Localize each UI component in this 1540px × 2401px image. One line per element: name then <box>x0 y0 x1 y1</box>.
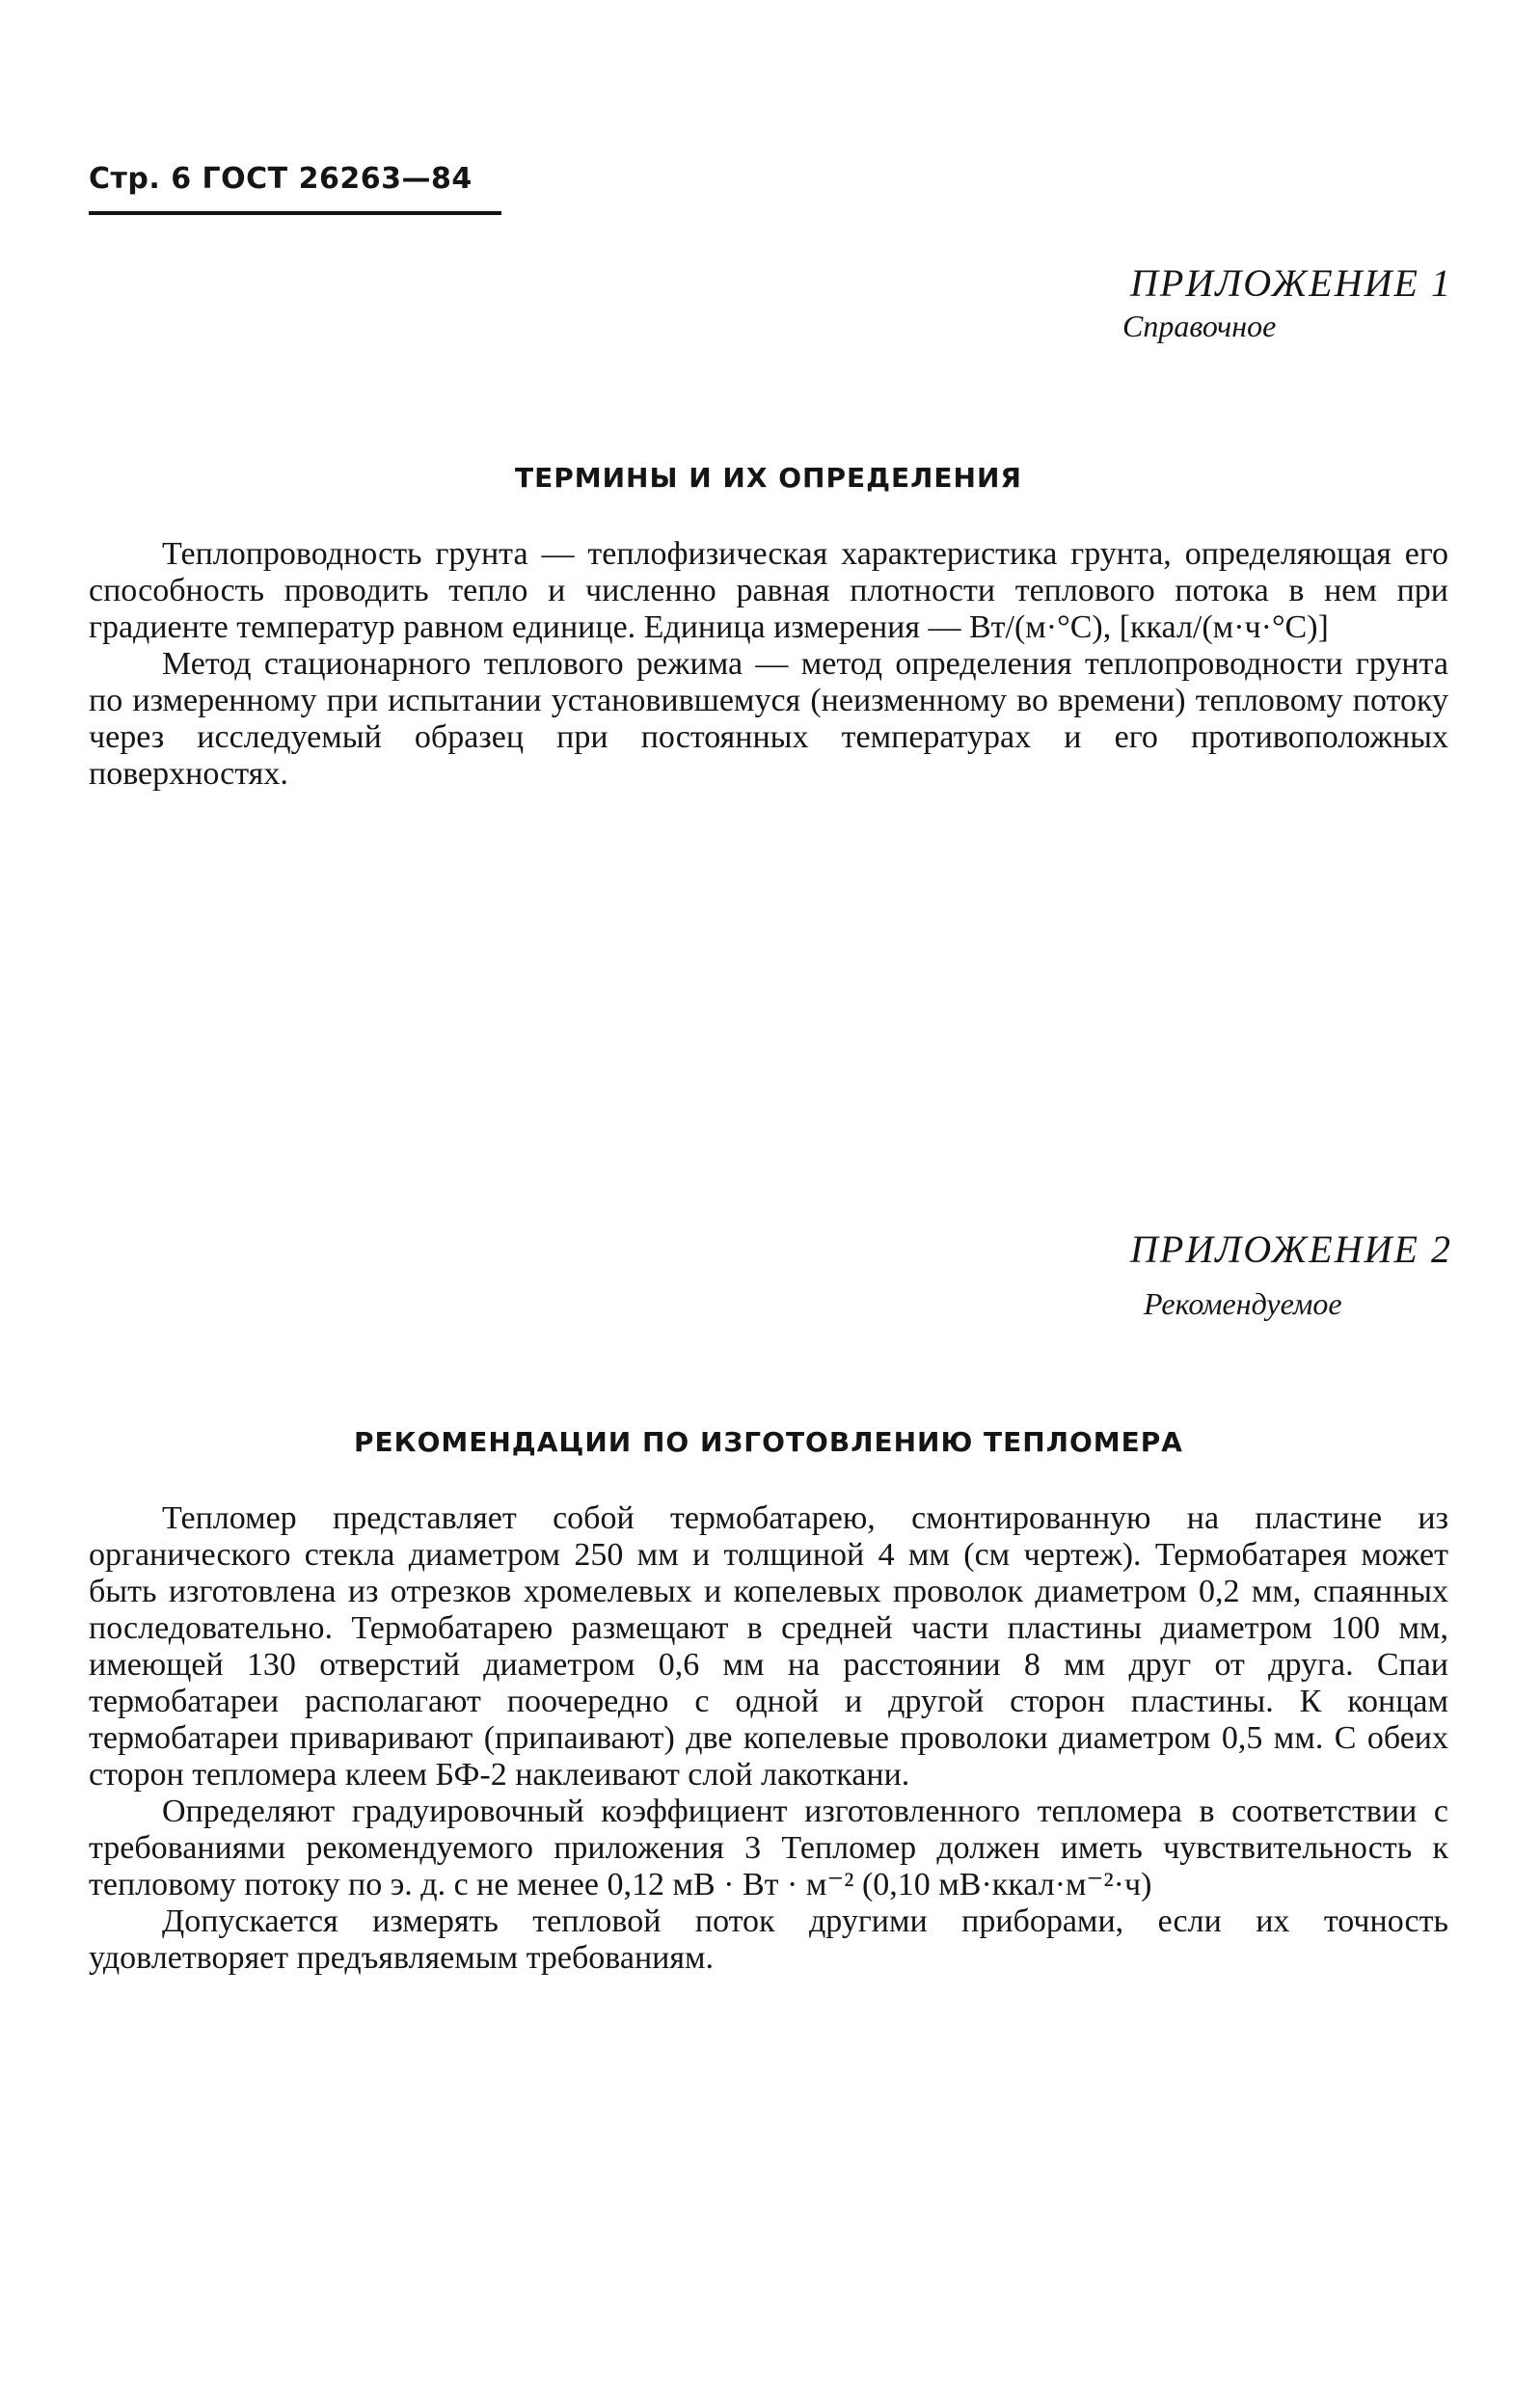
appendix-1-subtitle: Справочное <box>1122 309 1277 343</box>
appendix-1-body <box>89 536 1448 793</box>
definition-thermal-conductivity: Теплопроводность грунта — теплофизическая характеристика грунта, определяющая его способность проводить тепло и численно равная плотности теплового потока в нем при градиенте температур равном единице. Единица измерения — Вт/(м·°С), [ккал/(м·ч·°С)] <box>89 536 1448 645</box>
appendix-2-subtitle: Рекомендуемое <box>1144 1286 1342 1321</box>
appendix-1-title: ПРИЛОЖЕНИЕ 1 <box>1130 261 1452 305</box>
definition-stationary-method: Метод стационарного теплового режима — метод определения теплопроводности грунта по измеренному при испытании установившемуся (неизменному во времени) тепловому потоку через исследуемый образец при постоянных температурах и его противоположных поверхностях. <box>89 646 1448 792</box>
appendix-1-heading: ТЕРМИНЫ И ИХ ОПРЕДЕЛЕНИЯ <box>515 462 1022 494</box>
appendix-2-body <box>89 1500 1448 1977</box>
header-rule <box>89 211 501 215</box>
appendix-2-heading: РЕКОМЕНДАЦИИ ПО ИЗГОТОВЛЕНИЮ ТЕПЛОМЕРА <box>354 1426 1183 1458</box>
heat-meter-calibration: Определяют градуировочный коэффициент изготовленного тепломера в соответствии с требованиями рекомендуемого приложения 3 Тепломер должен иметь чувствительность к тепловому потоку по э. д. с не менее 0,12 мВ · Вт · м⁻² (0,10 мВ·ккал·м⁻²·ч) <box>89 1794 1448 1902</box>
page-header: Стр. 6 ГОСТ 26263—84 <box>89 162 473 196</box>
alternative-instruments: Допускается измерять тепловой поток другими приборами, если их точность удовлетворяет предъявляемым требованиям. <box>89 1903 1448 1976</box>
heat-meter-construction: Тепломер представляет собой термобатарею, смонтированную на пластине из органического стекла диаметром 250 мм и толщиной 4 мм (см чертеж). Термобатарея может быть изготовлена из отрезков хромелевых и копелевых проволок диаметром 0,2 мм, спаянных последовательно. Термобатарею размещают в средней части пластины диаметром 100 мм, имеющей 130 отверстий диаметром 0,6 мм на расстоянии 8 мм друг от друга. Спаи термобатареи располагают поочередно с одной и другой сторон пластины. К концам термобатареи приваривают (припаивают) две копелевые проволоки диаметром 0,5 мм. С обеих сторон тепломера клеем БФ-2 наклеивают слой лакоткани. <box>89 1500 1448 1793</box>
appendix-2-title: ПРИЛОЖЕНИЕ 2 <box>1130 1227 1452 1271</box>
